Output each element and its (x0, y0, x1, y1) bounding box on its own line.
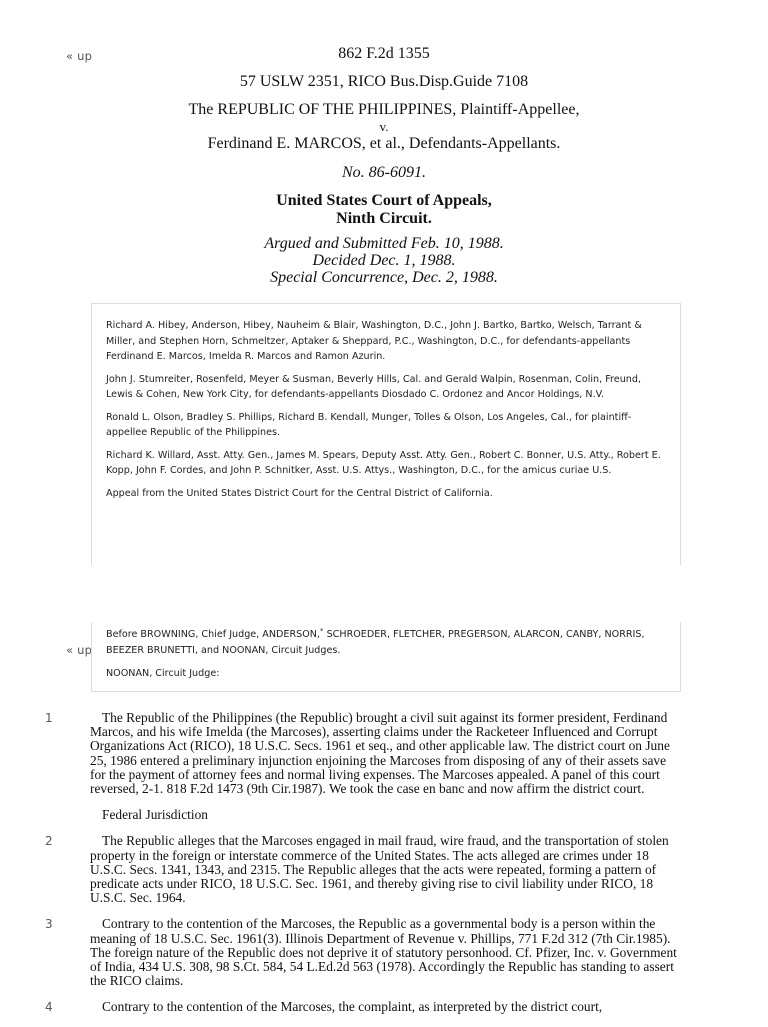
paragraph-number: 2 (45, 834, 53, 849)
docket-number: No. 86-6091. (342, 164, 426, 181)
court-line-1: United States Court of Appeals, (276, 192, 492, 209)
defendants-line: Ferdinand E. MARCOS, et al., Defendants-Appellants. (207, 135, 561, 152)
judges-box (91, 622, 681, 692)
case-parties (0, 100, 768, 154)
section-heading: Federal Jurisdiction (102, 807, 208, 823)
argued-date: Argued and Submitted Feb. 10, 1988. (264, 235, 504, 252)
counsel-paragraph: Ronald L. Olson, Bradley S. Phillips, Richard B. Kendall, Munger, Tolles & Olson, Los Angeles, Cal., for plaintiff-appellee Republic of the Philippines. (106, 411, 632, 438)
paragraph-number: 3 (45, 917, 53, 932)
court-name (0, 192, 768, 228)
opinion-paragraph (45, 916, 680, 989)
court-line-2: Ninth Circuit. (336, 210, 432, 227)
versus-line: v. (379, 119, 389, 134)
paragraph-number: 4 (45, 1000, 53, 1015)
panel-judges (106, 624, 666, 658)
counsel-paragraph: John J. Stumreiter, Rosenfeld, Meyer & Susman, Beverly Hills, Cal. and Gerald Walpin, Rosenman, Colin, Freund, Lewis & Cohen, New York City, for defendants-appellants Diosdado C. Ordonez and Ancor Holdings, N.V. (106, 373, 641, 400)
plaintiff-line: The REPUBLIC OF THE PHILIPPINES, Plaintiff-Appellee, (188, 101, 580, 118)
paragraph-number: 1 (45, 711, 53, 725)
counsel-paragraph: Richard A. Hibey, Anderson, Hibey, Nauheim & Blair, Washington, D.C., John J. Bartko, Bartko, Welsch, Tarrant & Miller, and Stephen Horn, Schmeltzer, Aptaker & Sheppard, P.C., Washington, D.C., for defendants-appellants Ferdinand E. Marcos, Imelda R. Marcos and Ramon Azurin. (106, 320, 642, 362)
up-link-middle[interactable]: « up (66, 643, 93, 657)
opinion-paragraph (45, 833, 680, 906)
footnote-marker[interactable]: * (320, 627, 324, 635)
panel-judges-part-2: SCHROEDER, FLETCHER, PREGERSON, ALARCON, CANBY, NORRIS, BEEZER BRUNETTI, and NOONAN, Circuit Judges. (106, 629, 645, 656)
appeal-source: Appeal from the United States District Court for the Central District of California. (106, 487, 493, 499)
reporter-citation: 57 USLW 2351, RICO Bus.Disp.Guide 7108 (239, 73, 529, 90)
counsel-box (91, 303, 681, 565)
up-link-top[interactable]: « up (66, 49, 93, 63)
counsel-paragraph: Richard K. Willard, Asst. Atty. Gen., James M. Spears, Deputy Asst. Atty. Gen., Robert C. Bonner, U.S. Atty., Robert E. Kopp, John F. Cordes, and John P. Schnitker, Asst. U.S. Attys., Washington, D.C., for the amicus curiae U.S. (106, 449, 661, 476)
case-dates (0, 235, 768, 286)
opinion-author: NOONAN, Circuit Judge: (106, 668, 220, 680)
concurrence-date: Special Concurrence, Dec. 2, 1988. (270, 269, 498, 286)
paragraph-text: Contrary to the contention of the Marcoses, the Republic as a governmental body is a person within the meaning of 18 U.S.C. Sec. 1961(3). Illinois Department of Revenue v. Phillips, 771 F.2d 312 (7th Cir.1985). The foreign nature of the Republic does not deprive it of statutory personhood. Cf. Pfizer, Inc. v. Government of India, 434 U.S. 308, 98 S.Ct. 584, 54 L.Ed.2d 563 (1978). Accordingly the Republic has standing to assert the RICO claims. (90, 916, 677, 989)
paragraph-text: Contrary to the contention of the Marcoses, the complaint, as interpreted by the district court, (102, 999, 603, 1015)
paragraph-text: The Republic alleges that the Marcoses engaged in mail fraud, wire fraud, and the transportation of stolen property in the foreign or interstate commerce of the United States. The acts alleged are crimes under 18 U.S.C. Secs. 1341, 1343, and 2315. The Republic alleges that the acts were repeated, forming a pattern of predicate acts under RICO, 18 U.S.C. Sec. 1961, and thereby giving rise to civil liability under RICO, 18 U.S.C. Sec. 1964. (90, 833, 669, 906)
decided-date: Decided Dec. 1, 1988. (312, 252, 456, 269)
opinion-paragraph (45, 999, 680, 1015)
opinion-body (45, 710, 680, 1027)
case-citation: 862 F.2d 1355 (338, 45, 430, 62)
panel-judges-part-1: Before BROWNING, Chief Judge, ANDERSON, (106, 629, 321, 641)
opinion-paragraph (45, 710, 680, 797)
paragraph-text: The Republic of the Philippines (the Republic) brought a civil suit against its former president, Ferdinand Marcos, and his wife Imelda (the Marcoses), asserting claims under the Racketeer Influenced and Corrupt Organizations Act (RICO), 18 U.S.C. Secs. 1961 et seq., and other applicable law. The district court on June 25, 1986 entered a preliminary injunction enjoining the Marcoses from disposing of any of their assets save for the payment of attorney fees and normal living expenses. The Marcoses appealed. A panel of this court reversed, 2-1. 818 F.2d 1473 (9th Cir.1987). We took the case en banc and now affirm the district court. (90, 710, 670, 797)
